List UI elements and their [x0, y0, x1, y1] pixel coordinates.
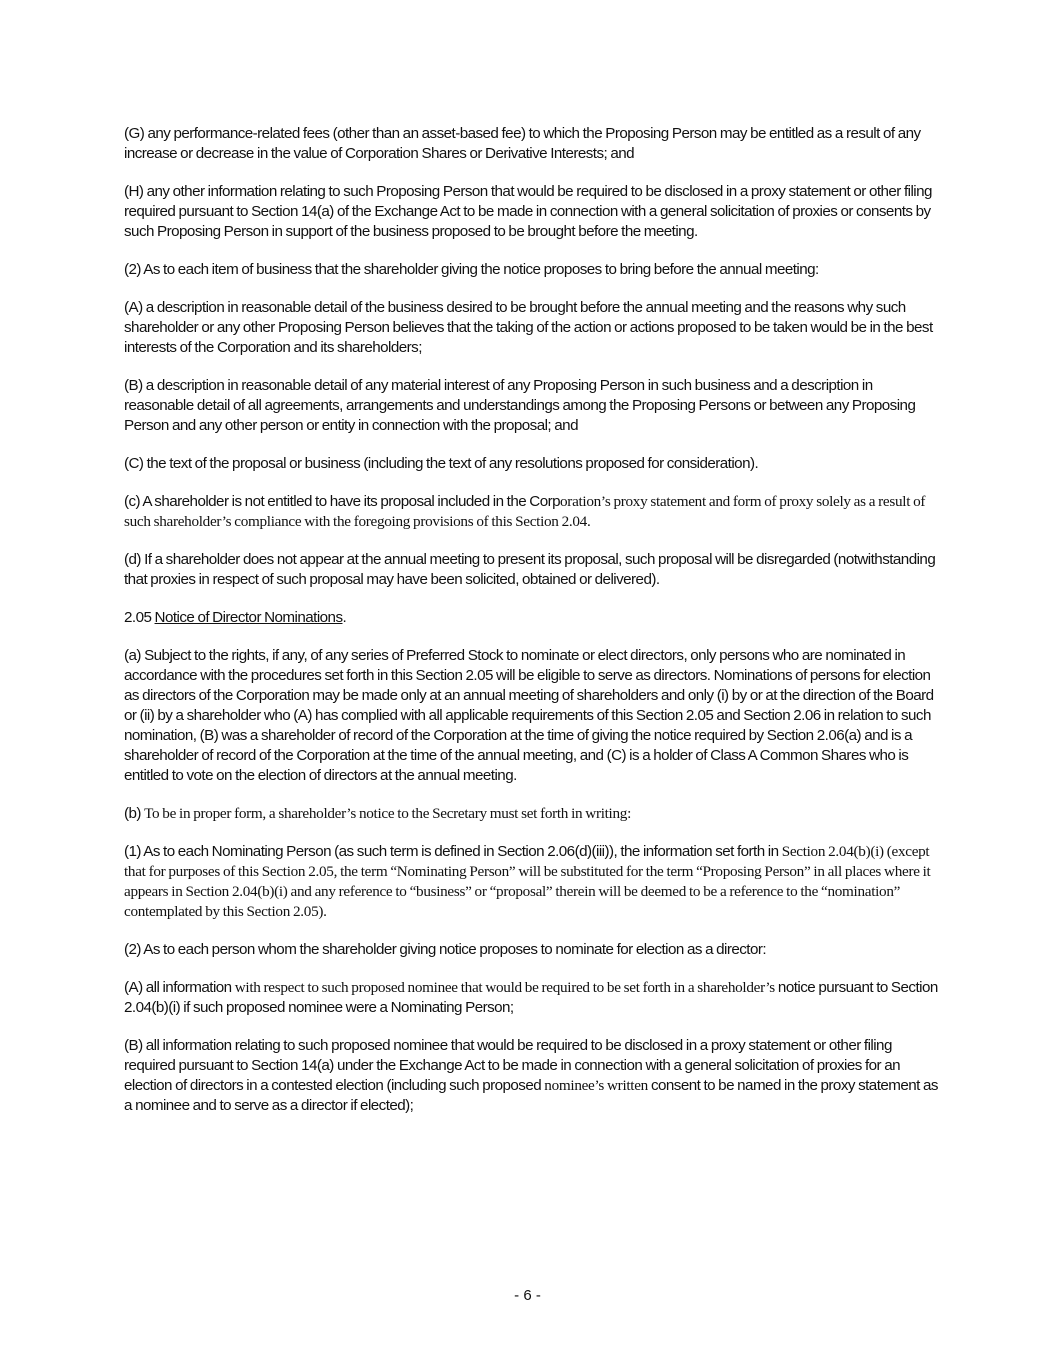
- section-title-period: .: [342, 609, 347, 626]
- paragraph-item-2b: (B) a description in reasonable detail of any material interest of any Proposing Person in such business and a description in reasonable detail of all agreements, arrangements and understandings among the Proposing Persons or between any Proposing Person and any other person or entity in connection with the proposal; and: [124, 377, 916, 434]
- paragraph-2-05-a: (a) Subject to the rights, if any, of any series of Preferred Stock to nominate or elect directors, only persons who are nominated in accordance with the procedures set forth in this Section 2.05 will be eligible to serve as directors. Nominations of persons for election as directors of the Corporation may be made only at an annual meeting of shareholders and only (i) by or at the direction of the Board or (ii) by a shareholder who (A) has complied with all applicable requirements of this Section 2.05 and Section 2.06 in relation to such nomination, (B) was a shareholder of record of the Corporation at the time of giving the notice required by Section 2.06(a) and is a shareholder of record of the Corporation at the time of the annual meeting, and (C) is a holder of Class A Common Shares who is entitled to vote on the election of directors at the annual meeting.: [124, 647, 934, 784]
- paragraph-2-05-b: [124, 804, 939, 824]
- page-number: - 6 -: [514, 1287, 541, 1304]
- paragraph-nominating-1-part1: (1) As to each Nominating Person (as such term is defined in Section 2.06(d)(iii)), the information set forth in: [124, 843, 782, 860]
- paragraph-item-2c: (C) the text of the proposal or business (including the text of any resolutions proposed for consideration).: [124, 455, 759, 472]
- paragraph-nominating-2: (2) As to each person whom the shareholder giving notice proposes to nominate for election as a director:: [124, 941, 767, 958]
- section-heading-2-05: [124, 608, 939, 628]
- paragraph-nominating-1-part2: Section 2.04(b)(i) (except that for purposes of this Section 2.05, the term “Nominating Person” will be substituted for the term “Proposing Person” in all places where it appears in Section 2.04(b)(i) and any reference to “business” or “proposal” therein will be deemed to be a reference to the “nomination” contemplated by this Section 2.05).: [124, 843, 931, 920]
- paragraph-nominating-2b-part3: consent to be named in the proxy statement as a nominee and to serve as a director if elected);: [124, 1077, 938, 1114]
- document-page: [124, 124, 939, 1134]
- paragraph-c: [124, 492, 939, 532]
- paragraph-nominating-2b-part1: (B) all information relating to such proposed nominee that would be required to be disclosed in a proxy statement or other filing required pursuant to Section 14(a) under the Exchange Act to be made in connection with a general solicitation of proxies for an election of directors in a contested election (including such proposed: [124, 1037, 901, 1094]
- paragraph-nominating-2b-part2: nominee’s written: [544, 1077, 651, 1094]
- paragraph-g: (G) any performance-related fees (other than an asset-based fee) to which the Proposing Person may be entitled as a result of any increase or decrease in the value of Corporation Shares or Derivative Interests; and: [124, 125, 921, 162]
- paragraph-nominating-2a-part3: notice pursuant to Section 2.04(b)(i) if such proposed nominee were a Nominating Person;: [124, 979, 938, 1016]
- paragraph-d: (d) If a shareholder does not appear at the annual meeting to present its proposal, such proposal will be disregarded (notwithstanding that proxies in respect of such proposal may have been solicited, obtained or delivered).: [124, 551, 936, 588]
- paragraph-nominating-2b: [124, 1036, 939, 1116]
- paragraph-nominating-2a: [124, 978, 939, 1018]
- section-title: Notice of Director Nominations: [154, 609, 343, 626]
- paragraph-nominating-2a-part1: (A) all information: [124, 979, 235, 996]
- paragraph-c-part1: (c) A shareholder is not entitled to have its proposal included in the Corp: [124, 493, 561, 510]
- paragraph-item-2: (2) As to each item of business that the shareholder giving the notice proposes to bring before the annual meeting:: [124, 261, 819, 278]
- paragraph-c-part2: oration’s proxy statement and form of proxy solely as a result of such shareholder’s compliance with the foregoing provisions of this Section 2.04.: [124, 493, 926, 530]
- paragraph-nominating-1: [124, 842, 939, 922]
- paragraph-nominating-2a-part2: with respect to such proposed nominee that would be required to be set forth in a shareholder’s: [234, 979, 778, 996]
- paragraph-2-05-b-text: To be in proper form, a shareholder’s notice to the Secretary must set forth in writing:: [144, 805, 631, 822]
- paragraph-2-05-b-label: (b): [124, 805, 145, 822]
- paragraph-h: (H) any other information relating to such Proposing Person that would be required to be disclosed in a proxy statement or other filing required pursuant to Section 14(a) of the Exchange Act to be made in connection with a general solicitation of proxies or consents by such Proposing Person in support of the business proposed to be brought before the meeting.: [124, 183, 932, 240]
- section-number: 2.05: [124, 609, 155, 626]
- paragraph-item-2a: (A) a description in reasonable detail of the business desired to be brought before the annual meeting and the reasons why such shareholder or any other Proposing Person believes that the taking of the action or actions proposed to be taken would be in the best interests of the Corporation and its shareholders;: [124, 299, 933, 356]
